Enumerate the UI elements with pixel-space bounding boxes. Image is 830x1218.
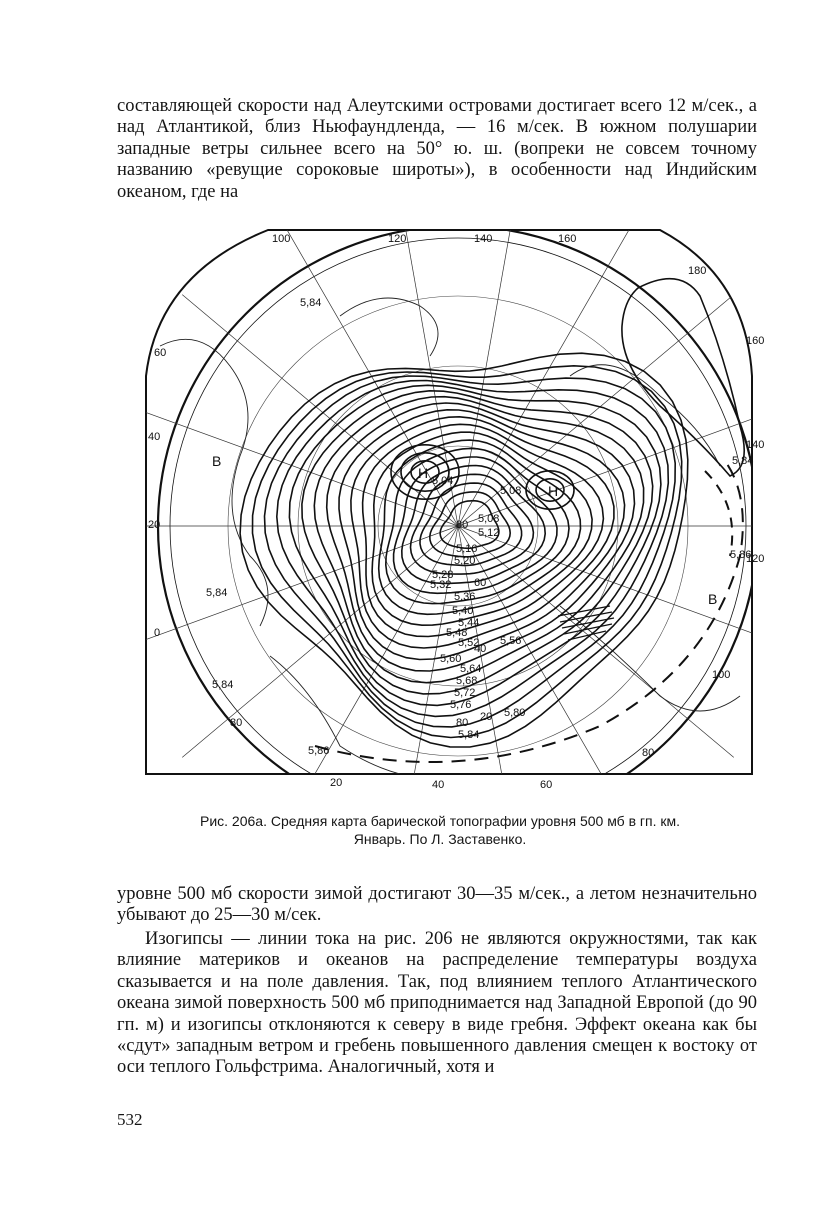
contour-label: 5,28 [432, 569, 454, 581]
contour-label: 5,76 [450, 699, 472, 711]
contour-label: 80 [456, 519, 469, 531]
meridian-label: 60 [540, 779, 553, 791]
contour-label: 5,86 [308, 745, 330, 757]
coastline [160, 339, 268, 626]
contour-label: 5,56 [500, 635, 522, 647]
high-pressure-label-east: В [708, 591, 718, 607]
paragraph-top: составляющей скорости над Алеутскими островами достигает всего 12 м/сек., а над Атлантикой, близ Ньюфаундленда, — 16 м/сек. В южном полушарии западные ветры сильнее всего на 50° ю. ш. (вопреки не совсем точному названию «ревущие сороковые широты»), в особенности над Индийским океаном, где на [117, 96, 757, 202]
contour-label: 5,04 [432, 475, 454, 487]
contour-label: 5,48 [446, 627, 468, 639]
coastline [270, 656, 400, 774]
meridian-label: 40 [432, 779, 445, 791]
dashed-isoline [315, 461, 743, 762]
contour-label: 5,72 [454, 687, 476, 699]
figure-caption-line1: Рис. 206а. Средняя карта барической топографии уровня 500 мб в гп. км. [199, 813, 680, 829]
contour-label: 20 [480, 711, 493, 723]
meridian-label: 140 [746, 439, 765, 451]
meridian-line [458, 171, 521, 526]
contour-label: 5,84 [212, 679, 234, 691]
contour-label: 5,08 [500, 485, 522, 497]
meridian-label: 20 [330, 777, 343, 789]
meridian-label: 160 [558, 233, 577, 245]
meridian-label: 60 [154, 347, 167, 359]
contour-label: 5,16 [456, 543, 478, 555]
ridge-contour [622, 279, 744, 476]
low-pressure-label-east: Н [548, 483, 559, 499]
low-pressure-label: Н [418, 465, 429, 481]
contour-label: 5,86 [730, 549, 752, 561]
contour-label: 5,40 [452, 605, 474, 617]
contour-label: 5,32 [430, 579, 452, 591]
contour-label: 5,36 [454, 591, 476, 603]
contour-label: 5,68 [456, 675, 478, 687]
page-number: 532 [117, 1110, 143, 1129]
contour-label: 5,84 [300, 297, 322, 309]
meridian-label: 100 [272, 233, 291, 245]
meridian-line [182, 295, 458, 526]
contour-label: 60 [474, 577, 487, 589]
contour-label: 5,60 [440, 653, 462, 665]
paragraph-middle: уровне 500 мб скорости зимой достигают 30—35 м/сек., а летом незначительно убывают до 25—30 м/сек. [117, 884, 757, 926]
contour-label: 5,20 [454, 555, 476, 567]
meridian-label: 0 [154, 627, 161, 639]
paragraph-bottom: Изогипсы — линии тока на рис. 206 не являются окружностями, так как влияние материков и океанов на распределение температуры воздуха сказывается и на поле давления. Так, под влиянием теплого Атлантического океана зимой поверхность 500 мб приподнимается над Западной Европой (до 90 гп. м) и изогипсы отклоняются к северу в виде гребня. Эффект океана как бы «сдут» западным ветром и гребень повышенного давления смещен к востоку от оси теплого Гольфстрима. Аналогичный, хотя и [117, 929, 757, 1078]
contour-label: 5,84 [206, 587, 228, 599]
meridian-label: 120 [388, 233, 407, 245]
contour-label: 80 [456, 717, 469, 729]
high-pressure-label-west: В [212, 453, 222, 469]
figure-caption-line2: Январь. По Л. Заставенко. [353, 831, 527, 847]
meridian-label: 180 [688, 265, 707, 277]
meridian-label: 100 [712, 669, 731, 681]
meridian-label: 40 [148, 431, 161, 443]
contour-label: 5,80 [504, 707, 526, 719]
meridian-label: 160 [746, 335, 765, 347]
contour-label: 40 [474, 643, 487, 655]
contour-label: 5,08 [478, 513, 500, 525]
dashed-isoline-east [705, 471, 732, 556]
meridian-label: 120 [746, 553, 765, 565]
contour-label: 5,84 [458, 729, 480, 741]
contour-label: 5,52 [458, 637, 480, 649]
contour-label: 5,44 [458, 617, 480, 629]
meridian-label: 20 [148, 519, 161, 531]
meridian-label: 80 [642, 747, 655, 759]
contour-label: 5,84 [732, 455, 754, 467]
baric-topography-map [140, 226, 765, 800]
contour-label: 5,12 [478, 527, 500, 539]
contour-label: 5,64 [460, 663, 482, 675]
meridian-label: 140 [474, 233, 493, 245]
meridian-label: 80 [230, 717, 243, 729]
